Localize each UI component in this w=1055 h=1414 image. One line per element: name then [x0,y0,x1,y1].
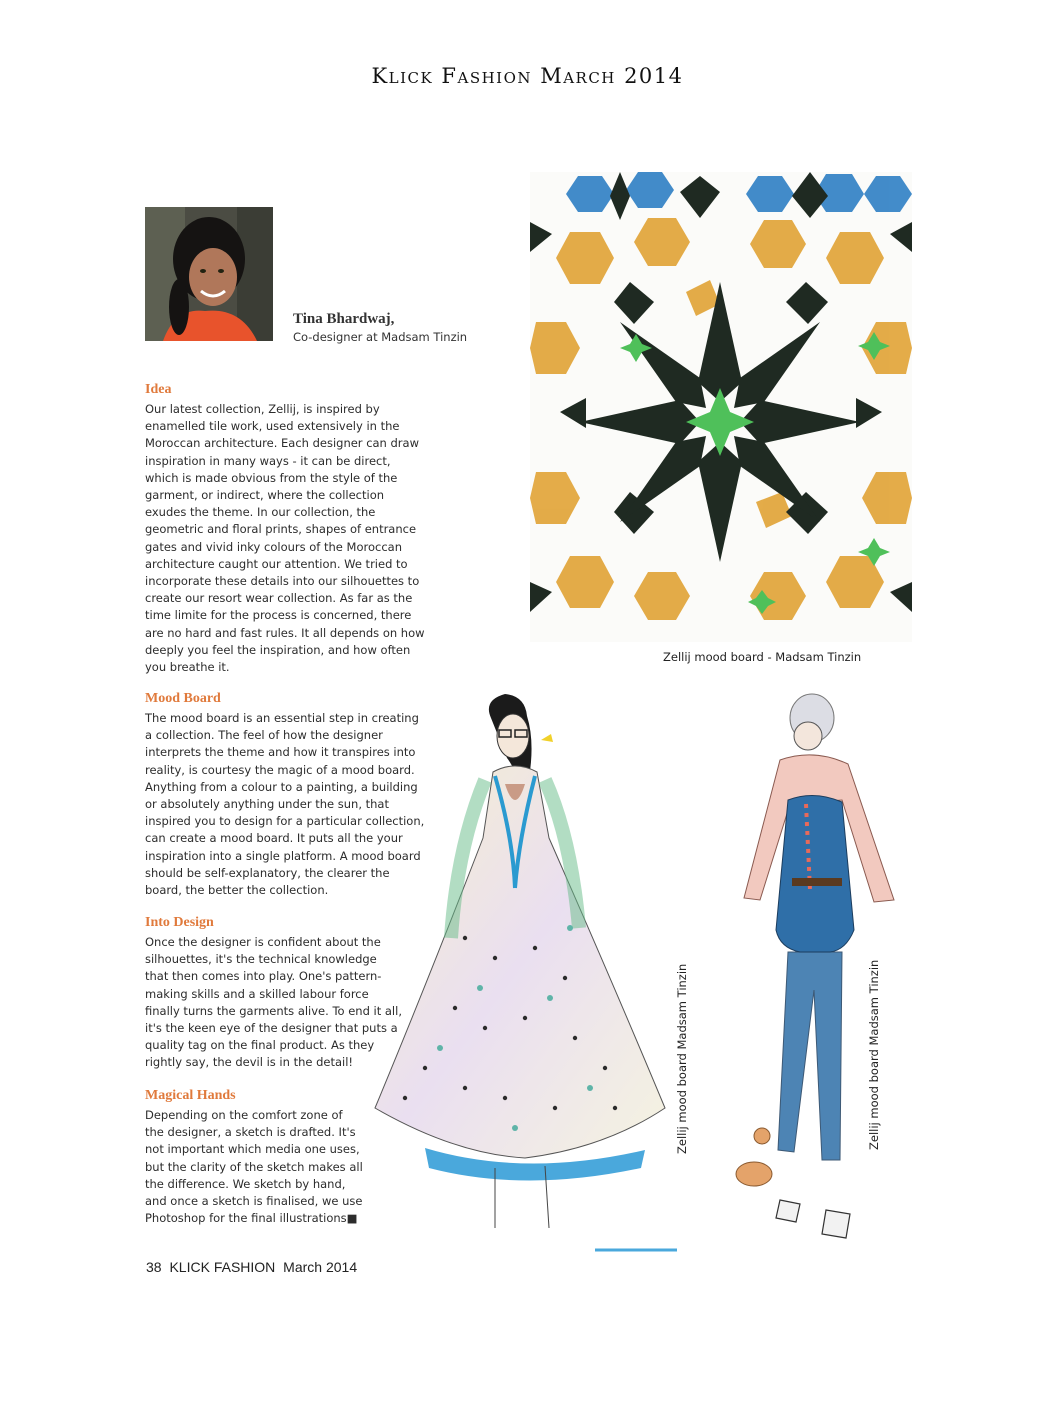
section-heading: Into Design [145,915,214,930]
profile-photo [145,207,273,341]
footer-magazine: KLICK FASHION [169,1259,276,1275]
page-footer [146,1259,357,1275]
sketch-2-caption: Zellij mood board Madsam Tinzin [867,959,881,1150]
zellij-tile-mood-board [530,172,912,642]
zellij-tile-illustration [530,172,912,642]
section-heading: Magical Hands [145,1088,236,1103]
section-body: Once the designer is confident about the silhouettes, it's the technical knowledge that then comes into play. One's pattern-making skills and a skilled labour force finally turns the garments alive. To end it all, it's the keen eye of the designer that puts a quality tag on the final product. As they rightly say, the devil is in the detail! [145,935,402,1070]
section-body-text: Depending on the comfort zone of the designer, a sketch is drafted. It's not important which media one uses, but the clarity of the sketch makes all the difference. We sketch by hand, and once a sketch is finalised, we use Photoshop for the final illustrations [145,1108,363,1226]
running-head: Klick Fashion March 2014 [371,64,684,88]
sketch-1-caption: Zellij mood board Madsam Tinzin [675,963,689,1154]
section-heading: Idea [145,382,172,397]
section-body: Our latest collection, Zellij, is inspired by enamelled tile work, used extensively in the Moroccan architecture. Each designer can draw inspiration in many ways - it can be direct, which is made obvious from the style of the garment, or indirect, where the collection exudes the theme. In our collection, the geometric and floral prints, shapes of entrance gates and vivid inky colours of the Moroccan architecture caught our attention. We tried to incorporate these details into our silhouettes to create our resort wear collection. As far as the time limite for the process is concerned, there are no hard and fast rules. It all depends on how deeply you feel the inspiration, and how often you breathe it. [145,402,425,675]
profile-role: Co-designer at Madsam Tinzin [293,330,468,344]
tile-figure-caption: Zellij mood board - Madsam Tinzin [663,650,862,664]
page-number: 38 [146,1259,162,1275]
footer-issue: March 2014 [283,1259,358,1275]
section-idea [145,382,427,676]
section-heading: Mood Board [145,691,221,706]
section-magical-hands [145,1088,363,1227]
section-body [145,1107,363,1227]
end-mark: ■ [346,1211,358,1226]
fashion-sketch-1 [365,688,677,1258]
profile-name: Tina Bhardwaj, [293,311,395,327]
profile-photo-illustration [145,207,273,341]
fashion-sketch-1-illustration [365,688,677,1258]
section-body: The mood board is an essential step in creating a collection. The feel of how the designer interprets the theme and how it transpires into reality, is courtesy the magic of a mood board. Anything from a colour to a painting, a building or absolutely anything under the sun, that inspired you to design for a particular collection, can create a mood board. It puts all the your inspiration into a single platform. A mood board should be self-explanatory, the clearer the board, the better the collection. [145,711,425,898]
